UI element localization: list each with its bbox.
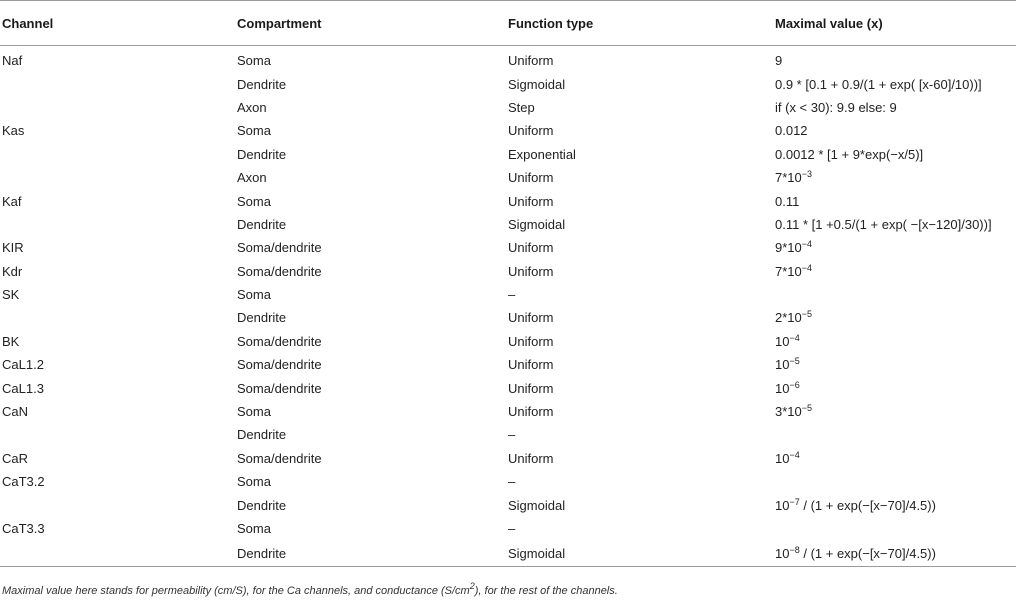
cell-compartment: Soma [237,123,271,139]
value-exponent: −5 [801,403,813,414]
value-base: 9*10 [775,240,802,256]
cell-channel: Kdr [2,263,23,279]
value-base: 10 [775,545,790,561]
cell-maximal-value [773,213,1016,236]
cell-function-type: Step [508,99,535,115]
table-row [0,260,1016,283]
table-row [0,470,1016,493]
cell-function-type: Sigmoidal [508,76,566,92]
cell-channel [0,423,235,446]
cell-compartment: Axon [237,170,267,186]
table-row [0,189,1016,212]
cell-maximal-value [773,306,1016,329]
value-base: 0.9 * [0.1 + 0.9/(1 + exp( [x-60]/10))] [775,76,982,92]
header-function-type: Function type [506,1,773,46]
cell-channel [0,166,235,189]
value-exponent: −7 [789,496,800,507]
cell-maximal-value [773,470,1016,493]
cell-maximal-value [773,493,1016,516]
cell-channel: Kaf [2,193,22,209]
table-row [0,400,1016,423]
cell-function-type: Sigmoidal [508,497,566,513]
cell-channel: Kas [2,123,25,139]
value-exponent: −8 [789,544,800,555]
value-base: 0.012 [775,123,808,139]
cell-compartment: Soma [237,287,271,303]
cell-maximal-value [773,189,1016,212]
cell-function-type: Uniform [508,310,554,326]
table-row [0,213,1016,236]
cell-compartment: Soma [237,193,271,209]
value-base: 9 [775,53,783,69]
value-base: 0.11 [775,193,800,209]
value-base: if (x < 30): 9.9 else: 9 [775,99,897,115]
cell-maximal-value [773,283,1016,306]
cell-function-type: Sigmoidal [508,216,566,232]
cell-function-type: – [508,521,516,536]
cell-compartment: Dendrite [237,427,287,443]
cell-compartment: Soma/dendrite [237,357,322,373]
table-row [0,236,1016,259]
cell-function-type: Uniform [508,380,554,396]
cell-function-type: Uniform [508,357,554,373]
cell-compartment: Soma [237,404,271,420]
footnote-superscript: 2 [469,581,475,591]
cell-maximal-value [773,517,1016,540]
cell-function-type: Uniform [508,263,554,279]
table-row [0,353,1016,376]
value-exponent: −4 [801,239,813,250]
cell-channel: CaN [2,404,29,420]
cell-compartment: Soma/dendrite [237,450,322,466]
value-exponent: −4 [801,262,813,273]
cell-compartment: Dendrite [237,76,287,92]
cell-function-type: – [508,474,516,490]
table-row [0,376,1016,399]
cell-function-type: – [508,427,516,443]
value-exponent: −5 [801,309,813,320]
cell-channel: BK [2,333,20,349]
footnote [2,581,618,597]
value-suffix: / (1 + exp(−[x−70]/4.5)) [799,545,936,561]
cell-function-type: Uniform [508,333,554,349]
cell-compartment: Axon [237,99,267,115]
table-row [0,46,1016,73]
cell-compartment: Soma [237,53,271,69]
header-channel: Channel [0,1,235,46]
table-row [0,96,1016,119]
value-base: 10 [775,497,790,513]
cell-channel [0,96,235,119]
cell-channel: KIR [2,240,24,256]
table-row [0,283,1016,306]
table-row [0,423,1016,446]
cell-maximal-value [773,46,1016,73]
cell-compartment: Dendrite [237,146,287,162]
cell-channel [0,213,235,236]
cell-function-type: Uniform [508,193,554,209]
cell-maximal-value [773,540,1016,567]
cell-channel [0,540,235,567]
value-base: 7*10 [775,263,802,279]
cell-maximal-value [773,260,1016,283]
table-row [0,447,1016,470]
footnote-text-end: ), for the rest of the channels. [474,585,618,597]
cell-compartment: Soma [237,521,271,536]
cell-maximal-value [773,236,1016,259]
cell-channel: CaT3.3 [2,521,45,536]
cell-channel: SK [2,287,20,303]
cell-channel: Naf [2,53,23,69]
table-row [0,166,1016,189]
cell-channel [0,143,235,166]
table-row [0,330,1016,353]
cell-compartment: Soma/dendrite [237,240,322,256]
cell-channel [0,306,235,329]
cell-compartment: Soma/dendrite [237,263,322,279]
value-base: 7*10 [775,170,802,186]
value-base: 0.0012 * [1 + 9*exp(−x/5)] [775,146,924,162]
table-row [0,306,1016,329]
value-base: 10 [775,380,790,396]
cell-function-type: Uniform [508,450,554,466]
cell-function-type: Uniform [508,123,554,139]
value-exponent: −5 [789,356,800,367]
table-row [0,493,1016,516]
cell-maximal-value [773,119,1016,142]
cell-function-type: Uniform [508,240,554,256]
cell-maximal-value [773,423,1016,446]
cell-maximal-value [773,96,1016,119]
cell-maximal-value [773,376,1016,399]
cell-channel [0,493,235,516]
cell-compartment: Soma [237,474,271,490]
table-row [0,517,1016,540]
cell-function-type: Uniform [508,170,554,186]
cell-channel: CaR [2,450,29,466]
cell-compartment: Dendrite [237,216,287,232]
table-row [0,540,1016,567]
value-exponent: −3 [801,169,813,180]
cell-function-type: Exponential [508,146,576,162]
value-base: 0.11 * [1 +0.5/(1 + exp( −[x−120]/30))] [775,216,992,232]
cell-function-type: – [508,287,516,303]
value-exponent: −6 [789,379,800,390]
value-base: 10 [775,450,790,466]
table-row [0,143,1016,166]
cell-compartment: Dendrite [237,497,287,513]
value-suffix: / (1 + exp(−[x−70]/4.5)) [799,497,936,513]
cell-maximal-value [773,166,1016,189]
cell-maximal-value [773,143,1016,166]
value-base: 2*10 [775,310,802,326]
cell-channel: CaT3.2 [2,474,45,490]
cell-maximal-value [773,400,1016,423]
cell-maximal-value [773,447,1016,470]
cell-channel: CaL1.2 [2,357,44,373]
cell-function-type: Sigmoidal [506,540,773,567]
cell-compartment: Soma/dendrite [237,380,322,396]
header-row [0,1,1016,46]
header-maximal-value: Maximal value (x) [773,1,1016,46]
header-compartment: Compartment [235,1,506,46]
table-body [0,46,1016,567]
cell-channel [0,72,235,95]
cell-function-type: Uniform [508,404,554,420]
value-exponent: −4 [789,332,800,343]
value-base: 10 [775,357,790,373]
cell-compartment: Dendrite [235,540,506,567]
footnote-text: Maximal value here stands for permeability (cm/S), for the Ca channels, and conductance (S/cm [2,585,470,597]
table-row [0,72,1016,95]
table-header [0,1,1016,46]
cell-channel: CaL1.3 [2,380,44,396]
value-base: 10 [775,333,790,349]
cell-maximal-value [773,353,1016,376]
cell-compartment: Dendrite [237,310,287,326]
value-base: 3*10 [775,404,802,420]
value-exponent: −4 [789,449,800,460]
table-row [0,119,1016,142]
cell-compartment: Soma/dendrite [237,333,322,349]
cell-maximal-value [773,72,1016,95]
cell-function-type: Uniform [508,53,554,69]
cell-maximal-value [773,330,1016,353]
